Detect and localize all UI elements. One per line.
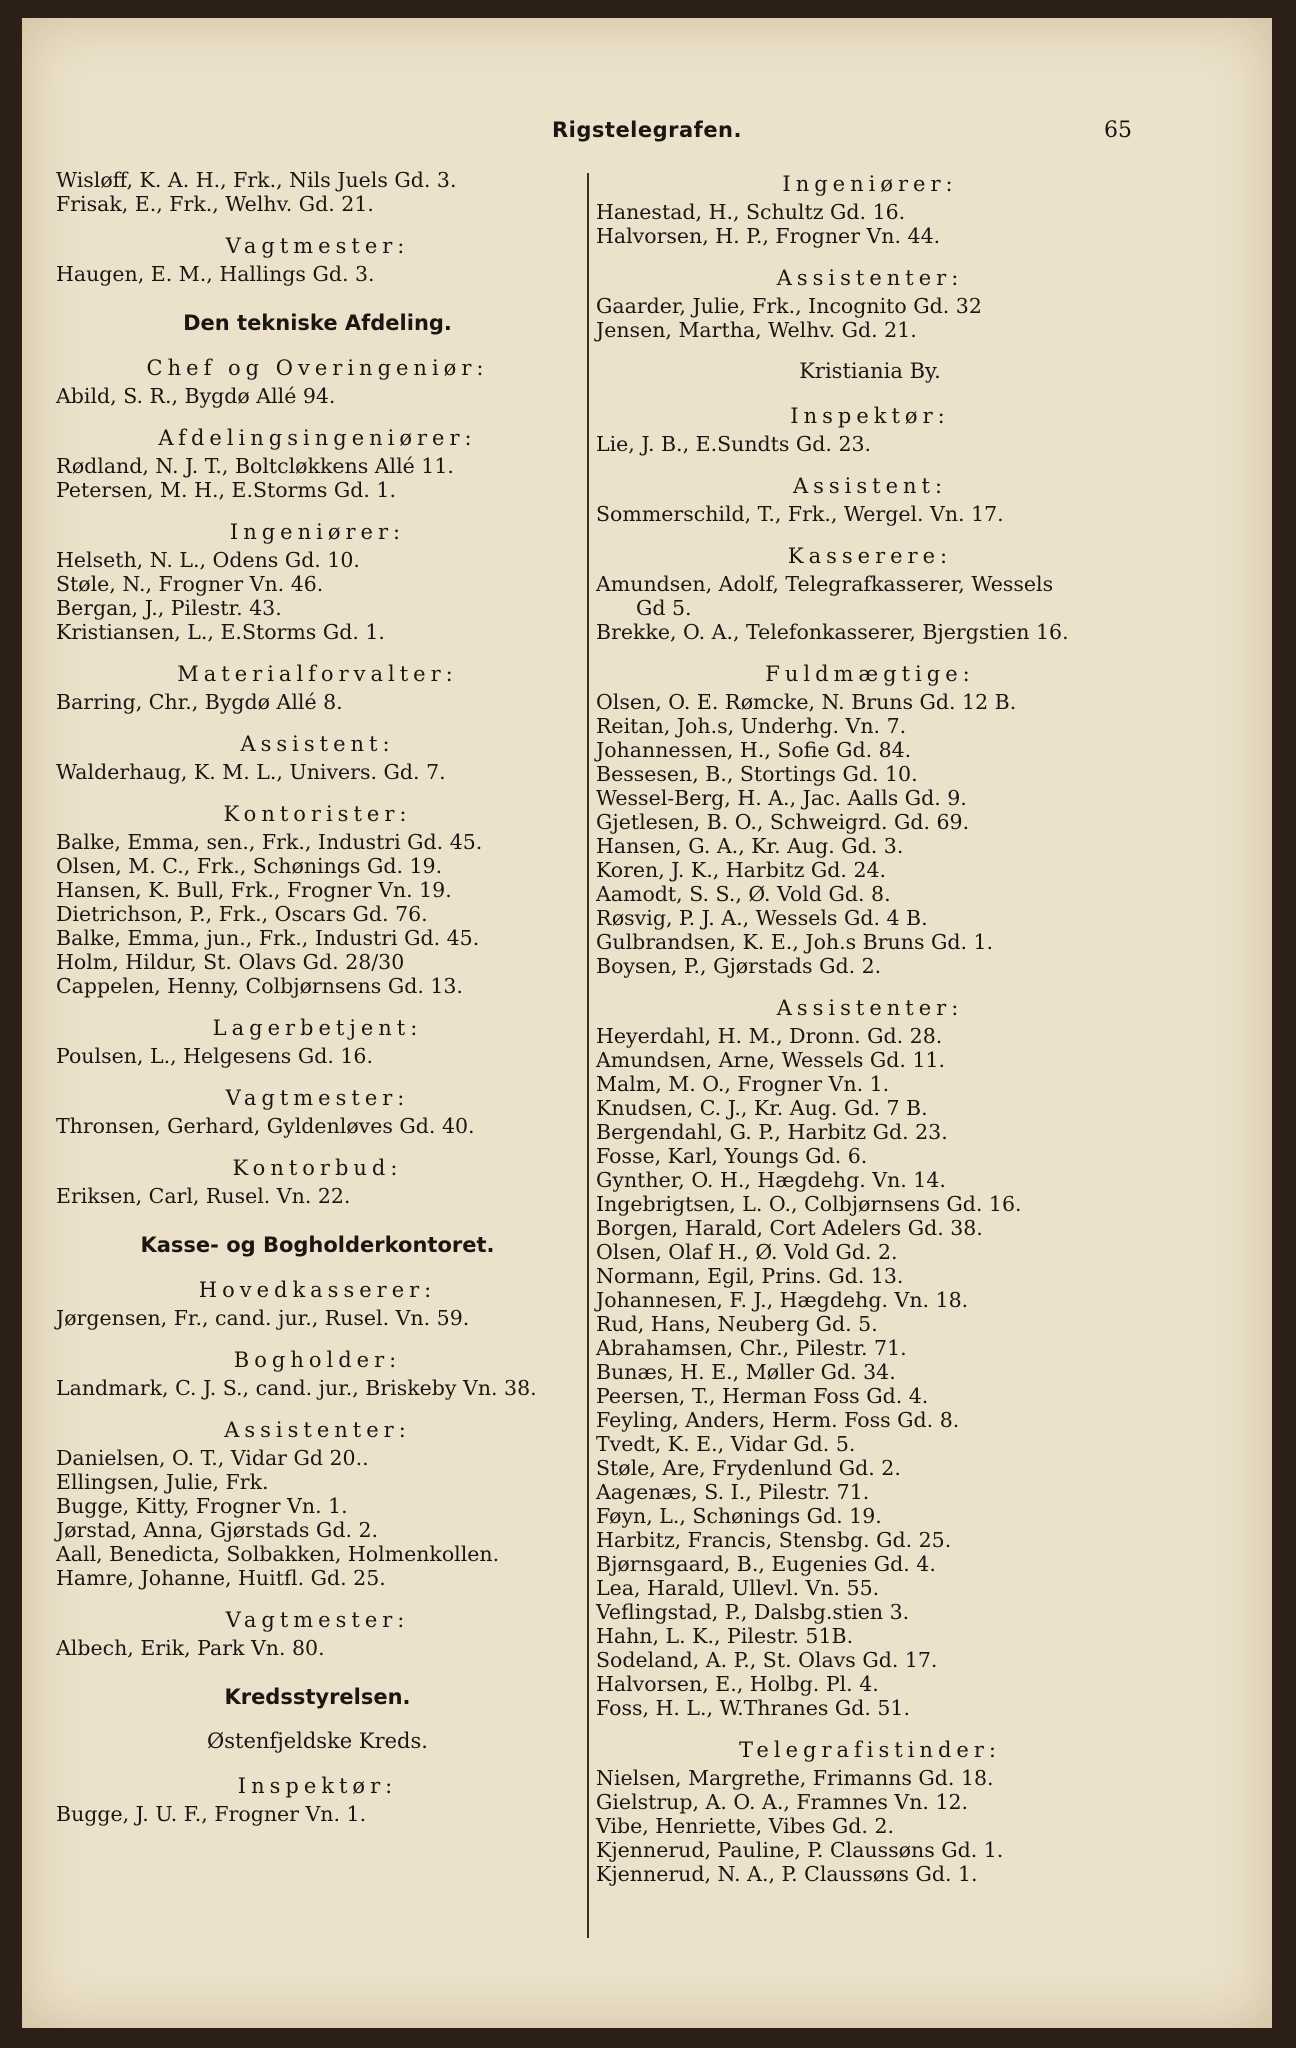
running-header-title: Rigstelegrafen.	[552, 118, 742, 142]
directory-entry: Rødland, N. J. T., Boltcløkkens Allé 11.	[56, 454, 454, 478]
directory-entry: Feyling, Anders, Herm. Foss Gd. 8.	[596, 1408, 960, 1432]
directory-entry: Hanestad, H., Schultz Gd. 16.	[596, 200, 906, 224]
directory-entry: Thronsen, Gerhard, Gyldenløves Gd. 40.	[56, 1114, 475, 1138]
directory-section	[50, 422, 585, 502]
role-heading: Vagtmester:	[225, 1086, 410, 1110]
directory-entry: Olsen, Olaf H., Ø. Vold Gd. 2.	[596, 1240, 898, 1264]
directory-entry: Olsen, O. E. Rømcke, N. Bruns Gd. 12 B.	[596, 690, 1017, 714]
role-heading: Chef og Overingeniør:	[146, 356, 489, 380]
directory-entry: Wisløff, K. A. H., Frk., Nils Juels Gd. 3.	[56, 168, 457, 192]
role-heading: Inspektør:	[237, 1774, 398, 1798]
section-heading: Kasse- og Bogholderkontoret.	[140, 1233, 495, 1257]
directory-section	[50, 1230, 585, 1330]
directory-entry: Hansen, K. Bull, Frk., Frogner Vn. 19.	[56, 878, 452, 902]
role-heading: Assistent:	[240, 732, 395, 756]
left-column	[50, 168, 585, 1826]
role-heading: Fuldmægtige:	[765, 662, 975, 686]
role-heading: Inspektør:	[790, 404, 950, 428]
directory-entry: Helseth, N. L., Odens Gd. 10.	[56, 548, 360, 572]
role-heading: Lagerbetjent:	[212, 1016, 423, 1040]
directory-entry: Fosse, Karl, Youngs Gd. 6.	[596, 1144, 868, 1168]
directory-entry: Tvedt, K. E., Vidar Gd. 5.	[596, 1432, 856, 1456]
directory-entry: Normann, Egil, Prins. Gd. 13.	[596, 1264, 904, 1288]
directory-entry: Sommerschild, T., Frk., Wergel. Vn. 17.	[596, 502, 1004, 526]
directory-entry: Bergan, J., Pilestr. 43.	[56, 596, 282, 620]
directory-entry: Rud, Hans, Neuberg Gd. 5.	[596, 1312, 878, 1336]
directory-entry: Haugen, E. M., Hallings Gd. 3.	[56, 262, 375, 286]
directory-entry: Kjennerud, N. A., P. Claussøns Gd. 1.	[596, 1862, 978, 1886]
directory-entry: Aall, Benedicta, Solbakken, Holmenkollen.	[56, 1542, 500, 1566]
directory-entry: Eriksen, Carl, Rusel. Vn. 22.	[56, 1184, 351, 1208]
directory-section	[50, 1082, 585, 1138]
directory-entry: Kjennerud, Pauline, P. Claussøns Gd. 1.	[596, 1838, 1004, 1862]
directory-entry: Dietrichson, P., Frk., Oscars Gd. 76.	[56, 902, 428, 926]
directory-entry: Røsvig, P. J. A., Wessels Gd. 4 B.	[596, 906, 928, 930]
place-heading: Kristiania By.	[799, 359, 941, 383]
directory-entry: Bergendahl, G. P., Harbitz Gd. 23.	[596, 1120, 948, 1144]
directory-page	[22, 18, 1272, 2028]
directory-entry: Knudsen, C. J., Kr. Aug. Gd. 7 B.	[596, 1096, 928, 1120]
role-heading: Hovedkasserer:	[198, 1278, 437, 1302]
directory-entry: Bjørnsgaard, B., Eugenies Gd. 4.	[596, 1552, 936, 1576]
directory-entry: Koren, J. K., Harbitz Gd. 24.	[596, 858, 887, 882]
directory-entry: Gjetlesen, B. O., Schweigrd. Gd. 69.	[596, 810, 970, 834]
directory-entry: Peersen, T., Herman Foss Gd. 4.	[596, 1384, 929, 1408]
directory-entry: Petersen, M. H., E.Storms Gd. 1.	[56, 478, 396, 502]
directory-section	[50, 1604, 585, 1660]
directory-entry: Bugge, Kitty, Frogner Vn. 1.	[56, 1494, 348, 1518]
directory-entry: Abild, S. R., Bygdø Allé 94.	[56, 384, 336, 408]
directory-entry: Kristiansen, L., E.Storms Gd. 1.	[56, 620, 385, 644]
section-heading: Den tekniske Afdeling.	[183, 311, 452, 335]
role-heading: Materialforvalter:	[177, 662, 458, 686]
directory-entry: Halvorsen, E., Holbg. Pl. 4.	[596, 1672, 879, 1696]
directory-entry: Poulsen, L., Helgesens Gd. 16.	[56, 1044, 373, 1068]
directory-entry: Gulbrandsen, K. E., Joh.s Bruns Gd. 1.	[596, 930, 994, 954]
directory-entry: Walderhaug, K. M. L., Univers. Gd. 7.	[56, 760, 446, 784]
directory-entry: Balke, Emma, jun., Frk., Industri Gd. 45.	[56, 926, 480, 950]
directory-section	[50, 230, 585, 286]
directory-entry: Støle, Are, Frydenlund Gd. 2.	[596, 1456, 901, 1480]
directory-entry: Lea, Harald, Ullevl. Vn. 55.	[596, 1576, 880, 1600]
directory-entry: Jørstad, Anna, Gjørstads Gd. 2.	[56, 1518, 379, 1542]
role-heading: Kasserere:	[787, 544, 953, 568]
directory-entry: Malm, M. O., Frogner Vn. 1.	[596, 1072, 890, 1096]
directory-entry: Bunæs, H. E., Møller Gd. 34.	[596, 1360, 896, 1384]
directory-entry: Aamodt, S. S., Ø. Vold Gd. 8.	[596, 882, 891, 906]
directory-entry: Halvorsen, H. P., Frogner Vn. 44.	[596, 224, 941, 248]
directory-entry: Jørgensen, Fr., cand. jur., Rusel. Vn. 59.	[56, 1306, 470, 1330]
directory-entry: Lie, J. B., E.Sundts Gd. 23.	[596, 432, 872, 456]
role-heading: Vagtmester:	[225, 1608, 410, 1632]
directory-entry: Bessesen, B., Stortings Gd. 10.	[596, 762, 918, 786]
directory-entry: Amundsen, Arne, Wessels Gd. 11.	[596, 1048, 946, 1072]
directory-entry: Danielsen, O. T., Vidar Gd 20..	[56, 1446, 369, 1470]
role-heading: Telegrafistinder:	[739, 1738, 1001, 1762]
page-number: 65	[1104, 118, 1132, 143]
directory-section	[50, 1344, 585, 1400]
directory-entry: Bugge, J. U. F., Frogner Vn. 1.	[56, 1802, 367, 1826]
directory-section	[50, 308, 585, 408]
section-heading: Kredsstyrelsen.	[224, 1685, 411, 1709]
directory-entry: Reitan, Joh.s, Underhg. Vn. 7.	[596, 714, 907, 738]
directory-entry: Abrahamsen, Chr., Pilestr. 71.	[596, 1336, 907, 1360]
directory-entry: Gynther, O. H., Hægdehg. Vn. 14.	[596, 1168, 946, 1192]
directory-entry: Føyn, L., Schønings Gd. 19.	[596, 1504, 882, 1528]
directory-entry: Johannessen, H., Sofie Gd. 84.	[596, 738, 912, 762]
directory-entry: Jensen, Martha, Welhv. Gd. 21.	[596, 318, 917, 342]
directory-entry: Amundsen, Adolf, Telegrafkasserer, Wessels Gd 5.	[596, 572, 1054, 620]
column-divider	[587, 173, 589, 1938]
role-heading: Assistent:	[792, 474, 948, 498]
directory-entry: Cappelen, Henny, Colbjørnsens Gd. 13.	[56, 974, 463, 998]
directory-entry: Ingebrigtsen, L. O., Colbjørnsens Gd. 16.	[596, 1192, 1022, 1216]
directory-section	[50, 798, 585, 998]
role-heading: Ingeniører:	[229, 520, 406, 544]
directory-entry: Gielstrup, A. O. A., Framnes Vn. 12.	[596, 1790, 969, 1814]
directory-entry: Foss, H. L., W.Thranes Gd. 51.	[596, 1696, 910, 1720]
directory-entry: Albech, Erik, Park Vn. 80.	[56, 1636, 325, 1660]
directory-section	[590, 262, 1150, 342]
directory-entry: Barring, Chr., Bygdø Allé 8.	[56, 690, 343, 714]
directory-entry: Harbitz, Francis, Stensbg. Gd. 25.	[596, 1528, 952, 1552]
directory-entry: Johannesen, F. J., Hægdehg. Vn. 18.	[596, 1288, 969, 1312]
directory-section	[590, 992, 1150, 1720]
directory-section	[50, 516, 585, 644]
role-heading: Ingeniører:	[782, 172, 958, 196]
directory-entry: Sodeland, A. P., St. Olavs Gd. 17.	[596, 1648, 938, 1672]
role-heading: Afdelingsingeniører:	[158, 426, 477, 450]
role-heading: Assistenter:	[224, 1418, 411, 1442]
directory-entry: Olsen, M. C., Frk., Schønings Gd. 19.	[56, 854, 443, 878]
directory-entry: Gaarder, Julie, Frk., Incognito Gd. 32	[596, 294, 982, 318]
directory-section	[50, 1012, 585, 1068]
directory-entry: Hamre, Johanne, Huitfl. Gd. 25.	[56, 1566, 386, 1590]
directory-entry: Veflingstad, P., Dalsbg.stien 3.	[596, 1600, 910, 1624]
directory-section	[50, 1682, 585, 1826]
directory-entry: Støle, N., Frogner Vn. 46.	[56, 572, 324, 596]
right-column	[590, 168, 1150, 1886]
role-heading: Assistenter:	[776, 266, 964, 290]
directory-entry: Hahn, L. K., Pilestr. 51B.	[596, 1624, 854, 1648]
directory-entry: Holm, Hildur, St. Olavs Gd. 28/30	[56, 950, 405, 974]
directory-section	[50, 1414, 585, 1590]
directory-section	[50, 658, 585, 714]
directory-section	[590, 356, 1150, 456]
directory-entry: Ellingsen, Julie, Frk.	[56, 1470, 269, 1494]
directory-entry: Hansen, G. A., Kr. Aug. Gd. 3.	[596, 834, 904, 858]
directory-entry: Balke, Emma, sen., Frk., Industri Gd. 45.	[56, 830, 483, 854]
role-heading: Assistenter:	[776, 996, 964, 1020]
directory-entry: Wessel-Berg, H. A., Jac. Aalls Gd. 9.	[596, 786, 967, 810]
directory-section	[590, 540, 1150, 644]
directory-section	[590, 658, 1150, 978]
role-heading: Kontorbud:	[232, 1156, 403, 1180]
directory-section	[50, 168, 585, 216]
directory-section	[590, 470, 1150, 526]
role-heading: Bogholder:	[233, 1348, 402, 1372]
directory-entry: Vibe, Henriette, Vibes Gd. 2.	[596, 1814, 895, 1838]
directory-section	[590, 1734, 1150, 1886]
directory-entry: Brekke, O. A., Telefonkasserer, Bjergstien 16.	[596, 620, 1069, 644]
directory-entry: Heyerdahl, H. M., Dronn. Gd. 28.	[596, 1024, 943, 1048]
directory-entry: Boysen, P., Gjørstads Gd. 2.	[596, 954, 882, 978]
role-heading: Vagtmester:	[225, 234, 410, 258]
directory-entry: Frisak, E., Frk., Welhv. Gd. 21.	[56, 192, 374, 216]
directory-section	[590, 168, 1150, 248]
role-heading: Kontorister:	[223, 802, 412, 826]
directory-entry: Aagenæs, S. I., Pilestr. 71.	[596, 1480, 870, 1504]
place-heading: Østenfjeldske Kreds.	[207, 1729, 428, 1753]
directory-section	[50, 1152, 585, 1208]
directory-entry: Nielsen, Margrethe, Frimanns Gd. 18.	[596, 1766, 994, 1790]
directory-entry: Landmark, C. J. S., cand. jur., Briskeby Vn. 38.	[56, 1376, 537, 1400]
directory-section	[50, 728, 585, 784]
directory-entry: Borgen, Harald, Cort Adelers Gd. 38.	[596, 1216, 983, 1240]
